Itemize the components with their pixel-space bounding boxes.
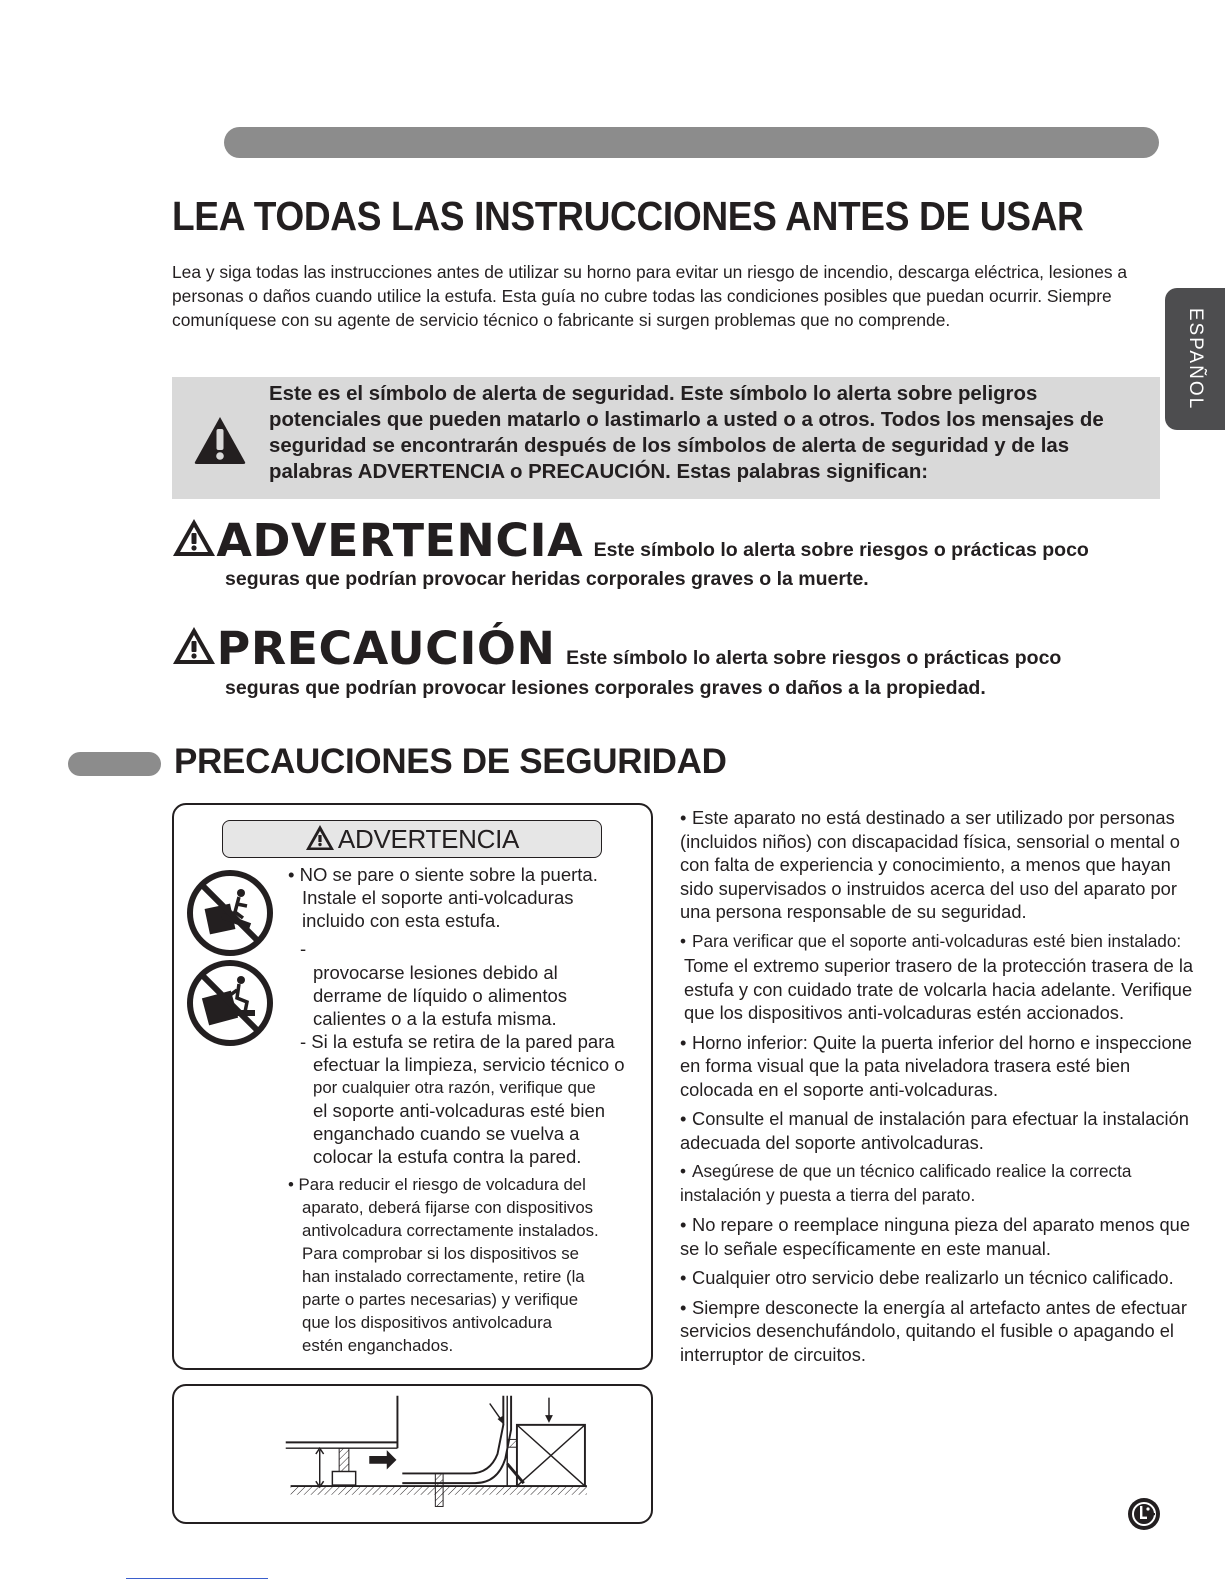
precaution-item-2: • Para verificar que el soporte anti-volcaduras esté bien instalado: bbox=[680, 930, 1182, 951]
warning-signal-desc-2: seguras que podrían provocar heridas corporales graves o la muerte. bbox=[225, 568, 869, 590]
precaution-item-8: • Cualquier otro servicio debe realizarlo un técnico calificado. bbox=[680, 1267, 1174, 1288]
section-title: PRECAUCIONES DE SEGURIDAD bbox=[174, 742, 727, 781]
language-tab-label: ESPAÑOL bbox=[1185, 307, 1206, 411]
precaution-item-9: • Siempre desconecte la energía al artefacto antes de efectuar servicios desenchufándolo, quitando el fusible o apagando el interruptor de circuitos. bbox=[680, 1296, 1187, 1365]
safety-alert-box bbox=[172, 377, 1160, 499]
precaution-item-4: • Horno inferior: Quite la puerta inferior del horno e inspeccione en forma visual que la pata niveladora trasera esté bien colocada en el soporte anti-volcaduras. bbox=[680, 1031, 1192, 1100]
warning-triangle-icon bbox=[172, 626, 216, 666]
warning-triangle-icon bbox=[193, 415, 247, 465]
intro-paragraph: Lea y siga todas las instrucciones antes de utilizar su horno para evitar un riesgo de incendio, descarga eléctrica, lesiones a personas o daños cuando utilice la estufa. Esta guía no cubre todas las condiciones posibles que puedan ocurrir. Siempre comuníquese con su agente de servicio técnico o fabricante si surgen problemas que no comprende. bbox=[172, 262, 1128, 330]
caution-signal-desc: Este símbolo lo alerta sobre riesgos o prácticas poco bbox=[566, 647, 1062, 669]
warning-signal-row bbox=[172, 514, 1089, 567]
precaution-item-5: • Consulte el manual de instalación para efectuar la instalación adecuada del soporte antivolcaduras. bbox=[680, 1108, 1189, 1153]
precaution-item-3: Tome el extremo superior trasero de la protección trasera de la estufa y con cuidado trate de volcarla hacia adelante. Verifique que los dispositivos anti-volcaduras estén accionados. bbox=[684, 955, 1194, 1023]
warning-item-2: - bbox=[300, 938, 307, 959]
warning-triangle-icon bbox=[172, 518, 216, 558]
lg-logo-icon bbox=[1127, 1497, 1161, 1531]
safety-precautions-list bbox=[680, 806, 1200, 1372]
warning-item-4: • Para reducir el riesgo de volcadura del bbox=[288, 1175, 586, 1194]
anti-tip-bracket-diagram bbox=[172, 1384, 653, 1524]
warning-box-header-label: ADVERTENCIA bbox=[337, 824, 520, 854]
page-title: LEA TODAS LAS INSTRUCCIONES ANTES DE USAR bbox=[172, 193, 1084, 239]
caution-signal-row bbox=[172, 622, 1061, 675]
precaution-item-1: • Este aparato no está destinado a ser utilizado por personas (incluidos niños) con discapacidad física, sensorial o mental o con falta de experiencia y conocimiento, a menos que hayan sido supervisados o instruidos acerca del uso del aparato por una persona responsable de su seguridad. bbox=[680, 807, 1180, 922]
safety-alert-text: Este es el símbolo de alerta de seguridad. Este símbolo lo alerta sobre peligros potenciales que pueden matarlo o lastimarlo a usted o a otros. Todos los mensajes de seguridad se encontrarán después de los símbolos de alerta de seguridad y de las palabras ADVERTENCIA o PRECAUCIÓN. Estas palabras significan: bbox=[269, 383, 1104, 483]
anti-tip-bracket-illustration bbox=[174, 1386, 651, 1522]
warning-signal-desc: Este símbolo lo alerta sobre riesgos o prácticas poco bbox=[593, 539, 1089, 561]
caution-signal-desc-2: seguras que podrían provocar lesiones corporales graves o daños a la propiedad. bbox=[225, 677, 986, 699]
warning-signal-word: ADVERTENCIA bbox=[216, 514, 584, 567]
anti-tip-warning-box bbox=[172, 803, 653, 1370]
language-tab[interactable] bbox=[1165, 288, 1225, 430]
header-bar bbox=[224, 127, 1159, 158]
caution-signal-word: PRECAUCIÓN bbox=[216, 622, 556, 675]
warning-list: • NO se pare o siente sobre la puerta. Instale el soporte anti-volcaduras incluido con esta estufa. - provocarse lesiones debido al derrame de líquido o alimentos calientes o a la estufa misma. - Si la estufa se retira de la pared para efectuar la limpieza, servicio técnico o por cualquier otra razón, verifique que el soporte anti-volcaduras esté bien enganchado cuando se vuelva a colocar la estufa contra la pared. • Para reducir el riesgo de volcadura del aparato, deberá fijarse con dispositivos antivolcadura correctamente instalados. Para comprobar si los dispositivos se han instalado correctamente, retire (la parte o partes necesarias) y verifique que los dispositivos antivolcadura estén enganchados. bbox=[286, 863, 646, 1357]
footer-link-underline bbox=[126, 1578, 268, 1579]
warning-item-1: • NO se pare o siente sobre la puerta. bbox=[288, 864, 598, 885]
warning-triangle-icon bbox=[305, 824, 335, 851]
warning-box-header bbox=[222, 820, 602, 858]
no-sitting-on-door-icon bbox=[185, 958, 275, 1048]
no-standing-on-door-icon bbox=[185, 868, 275, 958]
precaution-item-7: • No repare o reemplace ninguna pieza del aparato menos que se lo señale específicamente en este manual. bbox=[680, 1214, 1190, 1259]
precaution-item-6: • Asegúrese de que un técnico calificado realice la correcta instalación y puesta a tierra del parato. bbox=[680, 1161, 1132, 1205]
section-marker bbox=[68, 752, 161, 776]
warning-item-3: - Si la estufa se retira de la pared para bbox=[300, 1031, 615, 1052]
